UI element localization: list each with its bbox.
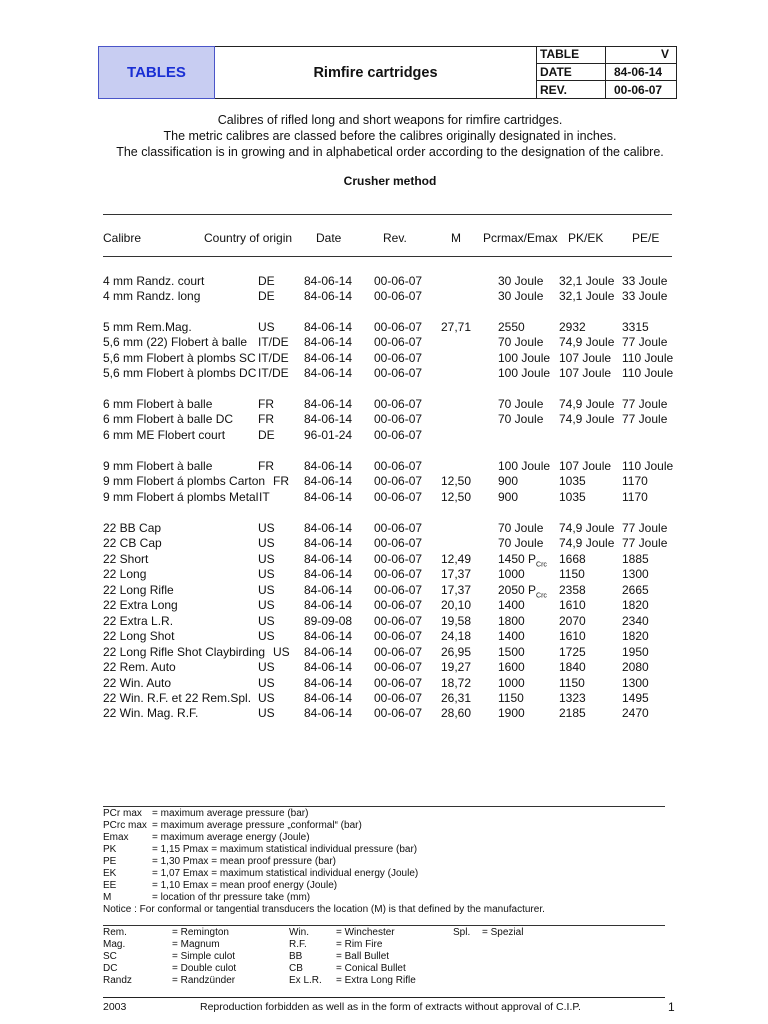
cell-pkek: 74,9 Joule	[559, 397, 615, 411]
cell-date: 89-09-08	[304, 613, 353, 628]
cell-pkek: 32,1 Joule	[559, 289, 615, 304]
cell-date: 84-06-14	[304, 350, 353, 365]
cell-pkek: 1668	[559, 551, 586, 566]
cell-calibre: 22 Long Rifle Shot Claybirding	[103, 644, 266, 659]
legend-abbr: PK	[103, 844, 117, 855]
cell-calibre: 22 Win. Mag. R.F.	[103, 706, 199, 721]
cell-m: 12,50	[441, 489, 472, 504]
abbr-meaning: = Extra Long Rifle	[336, 975, 416, 986]
cell-country: DE	[258, 274, 275, 288]
cell-calibre: 22 Win. Auto	[103, 675, 172, 690]
cell-date: 84-06-14	[304, 459, 353, 473]
col-pkek: PK/EK	[568, 231, 604, 245]
legend-def: = maximum average pressure (bar)	[152, 808, 309, 819]
cell-pcrmax: 100 Joule	[498, 366, 551, 381]
cell-calibre: 22 Long	[103, 567, 147, 582]
cell-pkek: 1150	[559, 567, 585, 582]
cell-pee: 1300	[622, 567, 649, 582]
meta-rev-value: 00-06-07	[614, 83, 663, 98]
cell-rev: 00-06-07	[374, 629, 423, 644]
cell-pcrmax: 30 Joule	[498, 274, 544, 288]
cell-calibre: 22 Win. R.F. et 22 Rem.Spl.	[103, 690, 252, 705]
meta-date	[537, 64, 677, 82]
cell-pee: 3315	[622, 320, 649, 334]
cell-rev: 00-06-07	[374, 675, 423, 690]
cell-calibre: 22 Short	[103, 551, 149, 566]
col-m: M	[451, 231, 461, 245]
cell-m: 18,72	[441, 675, 472, 690]
cell-country: FR	[273, 474, 289, 489]
cell-date: 84-06-14	[304, 582, 353, 597]
cell-calibre: 22 CB Cap	[103, 536, 162, 551]
cell-pcrmax: 70 Joule	[498, 335, 544, 350]
cell-country: DE	[258, 427, 275, 442]
page-number: 1	[668, 1000, 675, 1014]
cell-pkek: 32,1 Joule	[559, 274, 615, 288]
intro-line: Calibres of rifled long and short weapons for rimfire cartridges.	[217, 113, 563, 127]
divider	[103, 256, 672, 257]
cell-date: 84-06-14	[304, 598, 353, 613]
cell-pcrmax: 1900	[498, 706, 525, 721]
cell-pkek: 107 Joule	[559, 350, 612, 365]
cell-rev: 00-06-07	[374, 536, 423, 551]
cell-pcrmax: 900	[498, 489, 519, 504]
abbr-meaning: = Randzünder	[172, 975, 236, 986]
cell-pee: 33 Joule	[622, 289, 668, 304]
intro-line: The metric calibres are classed before the calibres originally designated in inches.	[163, 129, 617, 143]
abbr-key: BB	[289, 951, 303, 962]
cell-pkek: 1035	[559, 474, 586, 489]
legend-def: = 1,07 Emax = maximum statistical individual energy (Joule)	[152, 868, 419, 879]
abbr-key: DC	[103, 963, 118, 974]
intro-line: The classification is in growing and in alphabetical order according to the designation of the calibre.	[116, 145, 664, 159]
cell-country: IT/DE	[258, 335, 289, 350]
col-date: Date	[316, 231, 342, 245]
cell-m: 17,37	[441, 567, 472, 582]
cell-rev: 00-06-07	[374, 660, 423, 675]
abbr-key: Spl.	[453, 927, 471, 938]
cell-pcrmax: 100 Joule	[498, 459, 551, 473]
cell-date: 84-06-14	[304, 660, 353, 675]
cell-calibre: 9 mm Flobert à balle	[103, 459, 213, 473]
cell-pkek: 74,9 Joule	[559, 412, 615, 427]
abbr-meaning: = Simple culot	[172, 951, 236, 962]
cell-date: 84-06-14	[304, 274, 353, 288]
cell-m: 12,50	[441, 474, 472, 489]
cell-pkek: 74,9 Joule	[559, 521, 615, 535]
cell-calibre: 6 mm Flobert à balle DC	[103, 412, 234, 427]
legend-abbr: Emax	[103, 832, 129, 843]
cell-rev: 00-06-07	[374, 397, 423, 411]
meta-date-label: DATE	[537, 64, 606, 81]
cell-country: US	[258, 567, 275, 582]
cell-pcrmax: 900	[498, 474, 519, 489]
legend-def: = location of thr pressure take (mm)	[152, 892, 311, 903]
cell-calibre: 5,6 mm (22) Flobert à balle	[103, 335, 248, 350]
abbr-key: Rem.	[103, 927, 127, 938]
legend-abbr: PCr max	[103, 808, 142, 819]
cell-calibre: 22 BB Cap	[103, 521, 162, 535]
cell-pcrmax: 1450 $P_{Crc}$	[498, 551, 547, 569]
cell-pkek: 1610	[559, 629, 586, 644]
cell-m: 12,49	[441, 551, 472, 566]
cell-m: 17,37	[441, 582, 472, 597]
legend-def: = maximum average energy (Joule)	[152, 832, 310, 843]
cell-calibre: 4 mm Randz. court	[103, 274, 205, 288]
cell-country: US	[258, 675, 275, 690]
cell-calibre: 5,6 mm Flobert à plombs DC	[103, 366, 257, 381]
footer-text: Reproduction forbidden as well as in the form of extracts without approval of C.I.P.	[200, 1001, 581, 1013]
cell-date: 84-06-14	[304, 397, 353, 411]
cell-calibre: 6 mm Flobert à balle	[103, 397, 213, 411]
method-title: Crusher method	[343, 174, 437, 188]
cell-date: 84-06-14	[304, 536, 353, 551]
cell-country: FR	[258, 459, 274, 473]
divider	[103, 925, 665, 926]
cell-pee: 2665	[622, 582, 649, 597]
cell-date: 96-01-24	[304, 427, 353, 442]
cell-date: 84-06-14	[304, 675, 353, 690]
cell-country: FR	[258, 397, 274, 411]
cell-date: 84-06-14	[304, 567, 353, 582]
cell-pcrmax: 1600	[498, 660, 525, 675]
meta-date-value: 84-06-14	[614, 65, 663, 80]
abbr-key: R.F.	[289, 939, 307, 950]
cell-rev: 00-06-07	[374, 613, 423, 628]
cell-rev: 00-06-07	[374, 489, 423, 504]
cell-pkek: 2185	[559, 706, 586, 721]
cell-rev: 00-06-07	[374, 274, 423, 288]
cell-country: IT/DE	[258, 350, 289, 365]
cell-date: 84-06-14	[304, 474, 353, 489]
cell-pkek: 107 Joule	[559, 459, 612, 473]
cell-rev: 00-06-07	[374, 427, 423, 442]
cell-date: 84-06-14	[304, 706, 353, 721]
cell-calibre: 5 mm Rem.Mag.	[103, 320, 192, 334]
cell-pee: 77 Joule	[622, 335, 668, 350]
cell-calibre: 4 mm Randz. long	[103, 289, 201, 304]
cell-pcrmax: 70 Joule	[498, 521, 544, 535]
cell-pcrmax: 100 Joule	[498, 350, 551, 365]
abbr-meaning: = Magnum	[172, 939, 220, 950]
cell-m: 19,58	[441, 613, 472, 628]
cell-rev: 00-06-07	[374, 412, 423, 427]
cell-pcrmax: 2550	[498, 320, 525, 334]
cell-date: 84-06-14	[304, 629, 353, 644]
cell-rev: 00-06-07	[374, 320, 423, 334]
cell-pee: 1885	[622, 551, 649, 566]
cell-pee: 2470	[622, 706, 649, 721]
meta-rev-label: REV.	[537, 81, 606, 99]
abbr-key: Ex L.R.	[289, 975, 322, 986]
cell-rev: 00-06-07	[374, 551, 423, 566]
document-title: Rimfire cartridges	[215, 46, 537, 99]
pcrc-subscript: Crc	[536, 592, 547, 600]
divider	[103, 214, 672, 215]
meta-table	[537, 46, 677, 64]
cell-rev: 00-06-07	[374, 582, 423, 597]
cell-country: US	[258, 690, 275, 705]
legend-def: = 1,30 Pmax = mean proof pressure (bar)	[152, 856, 336, 867]
cell-m: 27,71	[441, 320, 472, 334]
legend-abbr: PE	[103, 856, 117, 867]
cell-calibre: 22 Long Shot	[103, 629, 175, 644]
cell-m: 26,31	[441, 690, 472, 705]
meta-table-label: TABLE	[537, 46, 606, 63]
cell-pkek: 2932	[559, 320, 586, 334]
cell-country: FR	[258, 412, 274, 427]
cell-m: 28,60	[441, 706, 472, 721]
cell-country: US	[258, 521, 275, 535]
cell-calibre: 6 mm ME Flobert court	[103, 427, 226, 442]
cell-pee: 1820	[622, 629, 649, 644]
pcrc-subscript: Crc	[536, 561, 547, 569]
cell-rev: 00-06-07	[374, 350, 423, 365]
cell-country: US	[258, 582, 275, 597]
abbr-meaning: = Rim Fire	[336, 939, 383, 950]
legend-def: = maximum average pressure „conformal“ (bar)	[152, 820, 362, 831]
cell-country: US	[258, 613, 275, 628]
col-country: Country of origin	[204, 231, 293, 245]
cell-pcrmax: 1800	[498, 613, 525, 628]
cell-country: US	[273, 644, 290, 659]
cell-pee: 77 Joule	[622, 397, 668, 411]
cell-pcrmax: 1000	[498, 567, 525, 582]
abbr-meaning: = Winchester	[336, 927, 395, 938]
cell-country: DE	[258, 289, 275, 304]
cell-rev: 00-06-07	[374, 644, 423, 659]
legend-abbr: M	[103, 892, 112, 903]
cell-calibre: 9 mm Flobert á plombs Carton	[103, 474, 266, 489]
abbr-key: CB	[289, 963, 303, 974]
cell-rev: 00-06-07	[374, 366, 423, 381]
cell-pee: 1170	[622, 474, 648, 489]
cell-pkek: 1610	[559, 598, 586, 613]
cell-pcrmax: 30 Joule	[498, 289, 544, 304]
cell-calibre: 9 mm Flobert á plombs Metal	[103, 489, 259, 504]
cell-date: 84-06-14	[304, 366, 353, 381]
cell-calibre: 22 Rem. Auto	[103, 660, 176, 675]
cell-date: 84-06-14	[304, 320, 353, 334]
cell-m: 26,95	[441, 644, 472, 659]
cell-calibre: 22 Extra Long	[103, 598, 178, 613]
section-label: TABLES	[98, 46, 215, 99]
cell-rev: 00-06-07	[374, 567, 423, 582]
legend-abbr: PCrc max	[103, 820, 147, 831]
cell-pkek: 1725	[559, 644, 586, 659]
cell-rev: 00-06-07	[374, 335, 423, 350]
cell-pee: 2340	[622, 613, 649, 628]
cell-date: 84-06-14	[304, 690, 353, 705]
cell-date: 84-06-14	[304, 289, 353, 304]
cell-calibre: 5,6 mm Flobert à plombs SC	[103, 350, 256, 365]
cell-pee: 110 Joule	[622, 350, 674, 365]
cell-country: US	[258, 706, 275, 721]
footer-year: 2003	[103, 1001, 127, 1013]
footer-rule	[103, 997, 665, 998]
cell-pkek: 107 Joule	[559, 366, 612, 381]
cell-pcrmax: 1500	[498, 644, 525, 659]
cell-pkek: 2070	[559, 613, 586, 628]
abbr-meaning: = Spezial	[482, 927, 524, 938]
cell-date: 84-06-14	[304, 521, 353, 535]
col-rev: Rev.	[383, 231, 407, 245]
cell-pee: 77 Joule	[622, 412, 668, 427]
cell-date: 84-06-14	[304, 412, 353, 427]
cell-rev: 00-06-07	[374, 598, 423, 613]
notice: Notice : For conformal or tangential transducers the location (M) is that defined by the manufacturer.	[103, 904, 545, 915]
cell-country: IT	[259, 489, 270, 504]
cell-country: US	[258, 598, 275, 613]
cell-pee: 77 Joule	[622, 536, 668, 551]
cell-pee: 1950	[622, 644, 649, 659]
cell-pee: 110 Joule	[622, 366, 674, 381]
cell-pcrmax: 70 Joule	[498, 536, 544, 551]
cell-pcrmax: 1000	[498, 675, 525, 690]
cell-country: IT/DE	[258, 366, 289, 381]
cell-pee: 33 Joule	[622, 274, 668, 288]
abbr-key: Randz	[103, 975, 132, 986]
abbr-key: Mag.	[103, 939, 126, 950]
meta-rev	[537, 81, 677, 99]
abbr-meaning: = Double culot	[172, 963, 237, 974]
meta-table-value: V	[660, 47, 669, 62]
legend-abbr: EK	[103, 868, 117, 879]
cell-m: 20,10	[441, 598, 472, 613]
cell-country: US	[258, 629, 275, 644]
cell-pee: 77 Joule	[622, 521, 668, 535]
cell-country: US	[258, 320, 275, 334]
cell-rev: 00-06-07	[374, 706, 423, 721]
legend-abbr: EE	[103, 880, 117, 891]
cell-date: 84-06-14	[304, 335, 353, 350]
cell-rev: 00-06-07	[374, 474, 423, 489]
cell-pcrmax: 1150	[498, 690, 524, 705]
cell-date: 84-06-14	[304, 644, 353, 659]
cell-calibre: 22 Long Rifle	[103, 582, 174, 597]
cell-rev: 00-06-07	[374, 690, 423, 705]
abbr-key: SC	[103, 951, 117, 962]
cell-pkek: 1150	[559, 675, 585, 690]
cell-country: US	[258, 660, 275, 675]
cell-pcrmax: 1400	[498, 598, 525, 613]
cell-m: 24,18	[441, 629, 472, 644]
abbr-meaning: = Conical Bullet	[336, 963, 406, 974]
cell-pee: 1495	[622, 690, 649, 705]
cell-pkek: 1035	[559, 489, 586, 504]
cell-m: 19,27	[441, 660, 472, 675]
abbr-meaning: = Ball Bullet	[336, 951, 390, 962]
divider	[103, 806, 665, 807]
cell-pcrmax: 1400	[498, 629, 525, 644]
col-pcrmax: Pcrmax/Emax	[483, 231, 558, 245]
cell-rev: 00-06-07	[374, 289, 423, 304]
cell-country: US	[258, 551, 275, 566]
cell-pee: 1820	[622, 598, 649, 613]
cell-rev: 00-06-07	[374, 459, 423, 473]
cell-pee: 1170	[622, 489, 648, 504]
abbr-key: Win.	[289, 927, 309, 938]
cell-pcrmax: 2050 $P_{Crc}$	[498, 582, 547, 600]
cell-calibre: 22 Extra L.R.	[103, 613, 174, 628]
cell-pee: 1300	[622, 675, 649, 690]
cell-pee: 110 Joule	[622, 459, 674, 473]
cell-rev: 00-06-07	[374, 521, 423, 535]
cell-pkek: 2358	[559, 582, 586, 597]
cell-pkek: 74,9 Joule	[559, 335, 615, 350]
cell-date: 84-06-14	[304, 551, 353, 566]
cell-pkek: 1323	[559, 690, 586, 705]
abbr-meaning: = Remington	[172, 927, 229, 938]
cell-pee: 2080	[622, 660, 649, 675]
legend-def: = 1,15 Pmax = maximum statistical individual pressure (bar)	[152, 844, 418, 855]
cell-pkek: 74,9 Joule	[559, 536, 615, 551]
col-pee: PE/E	[632, 231, 660, 245]
cell-pcrmax: 70 Joule	[498, 412, 544, 427]
cell-pkek: 1840	[559, 660, 586, 675]
cell-date: 84-06-14	[304, 489, 353, 504]
cell-country: US	[258, 536, 275, 551]
cell-pcrmax: 70 Joule	[498, 397, 544, 411]
col-calibre: Calibre	[103, 231, 142, 245]
legend-def: = 1,10 Emax = mean proof energy (Joule)	[152, 880, 338, 891]
